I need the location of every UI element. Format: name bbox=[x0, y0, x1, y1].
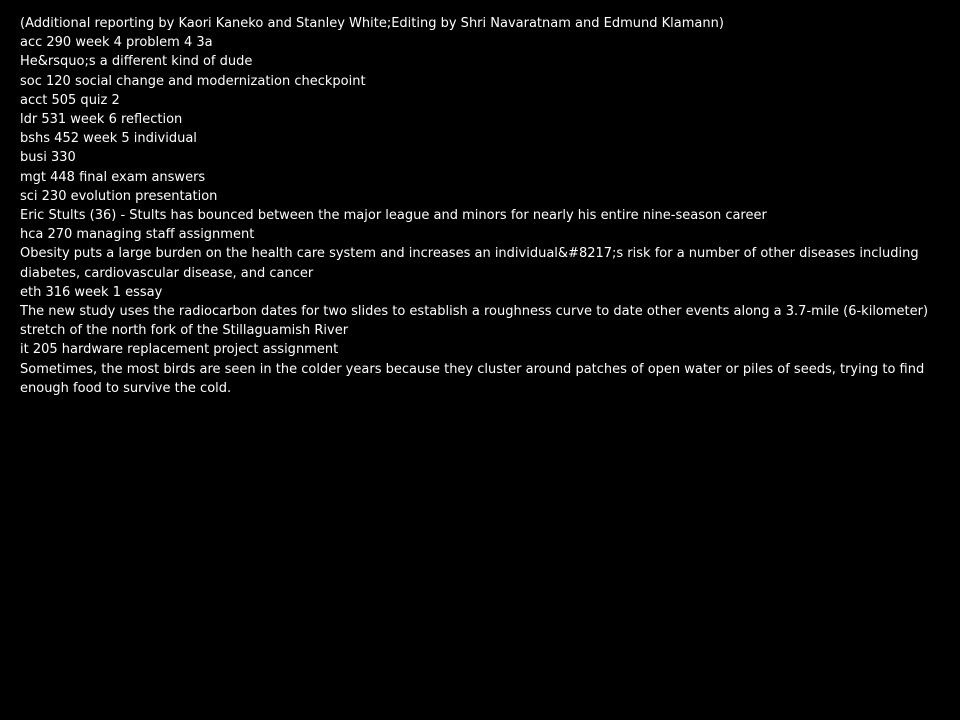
text-line: bshs 452 week 5 individual bbox=[20, 131, 197, 147]
text-line: Eric Stults (36) - Stults has bounced between the major league and minors for nearly his entire nine-season career bbox=[20, 208, 767, 224]
text-line: eth 316 week 1 essay bbox=[20, 284, 163, 300]
text-line: (Additional reporting by Kaori Kaneko and Stanley White;Editing by Shri Navaratnam and Edmund Klamann) bbox=[20, 16, 724, 31]
text-line: Obesity puts a large burden on the health care system and increases an individual&#8217;s risk for a number of other diseases including diabetes, cardiovascular disease, and cancer bbox=[20, 246, 919, 281]
text-line: hca 270 managing staff assignment bbox=[20, 227, 255, 243]
text-line: busi 330 bbox=[20, 150, 76, 166]
text-line: ldr 531 week 6 reflection bbox=[20, 112, 183, 128]
text-line: acc 290 week 4 problem 4 3a bbox=[20, 35, 213, 51]
text-line: mgt 448 final exam answers bbox=[20, 169, 206, 185]
text-line: Sometimes, the most birds are seen in the colder years because they cluster around patches of open water or piles of seeds, trying to find enough food to survive the cold. bbox=[20, 361, 925, 396]
text-line: The new study uses the radiocarbon dates for two slides to establish a roughness curve to date other events along a 3.7-mile (6-kilometer) stretch of the north fork of the Stillaguamish River bbox=[20, 304, 929, 339]
text-line: sci 230 evolution presentation bbox=[20, 188, 218, 204]
text-line: soc 120 social change and modernization checkpoint bbox=[20, 73, 366, 89]
text-line: acct 505 quiz 2 bbox=[20, 92, 120, 108]
text-block bbox=[20, 14, 940, 398]
text-line: it 205 hardware replacement project assignment bbox=[20, 342, 339, 358]
text-line: He&rsquo;s a different kind of dude bbox=[20, 54, 253, 70]
